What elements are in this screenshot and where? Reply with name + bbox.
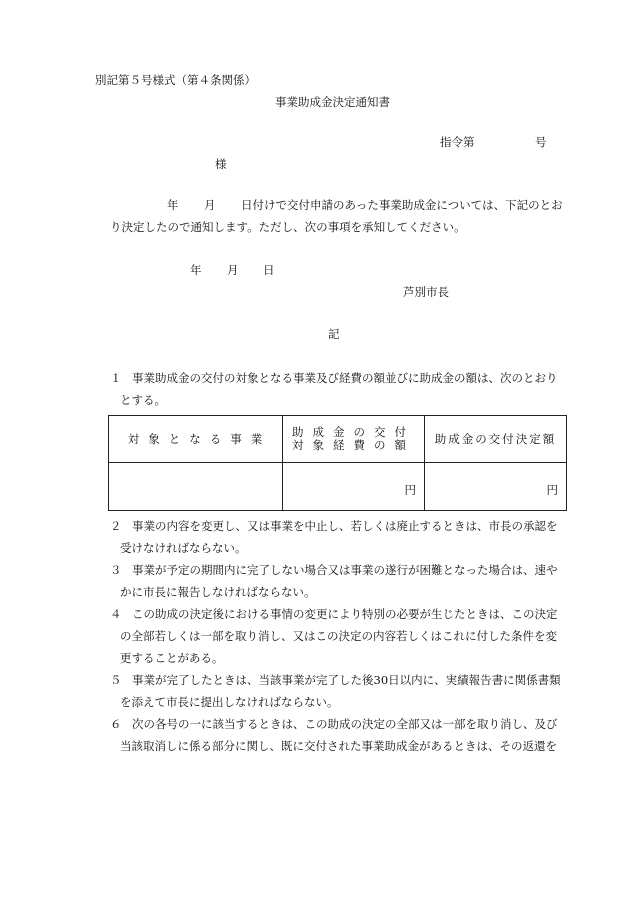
intro-line1: 日付けで交付申請のあった事業助成金については、下記のとお [241,198,563,212]
item-number: ３ [110,563,122,577]
intro-year: 年 [167,198,179,212]
intro-month: 月 [204,198,216,212]
date-year: 年 [190,263,202,277]
item-number: ６ [110,717,122,731]
list-item [110,669,580,713]
list-item [110,603,580,669]
reference-prefix: 指令第 [440,135,475,149]
table-row [109,463,567,511]
table-header-row [109,416,567,463]
item-text: 事業が予定の期間内に完了しない場合又は事業の遂行が困難となった場合は、速や [132,563,558,577]
item-text: 事業が完了したときは、当該事業が完了した後30日以内に、実績報告書に関係書類 [132,673,561,687]
item-text: を添えて市長に提出しなければならない。 [120,695,339,709]
item-text: 次の各号の一に該当するときは、この助成の決定の全部又は一部を取り消し、及び [132,717,558,731]
item-text: かに市長に報告しなければならない。 [120,585,316,599]
date-month: 月 [227,263,239,277]
item-number: ５ [110,673,122,687]
yen-unit: 円 [404,482,416,497]
item-text: 事業助成金の交付の対象となる事業及び経費の額並びに助成金の額は、次のとおり [132,371,558,385]
item-number: ２ [110,519,122,533]
issuer-name: 芦別市長 [403,285,449,299]
date-day: 日 [263,263,275,277]
yen-unit: 円 [546,482,558,497]
item-number: １ [110,371,122,385]
grant-table [108,415,567,511]
list-item [110,559,580,603]
list-item [110,713,580,757]
document-title: 事業助成金決定通知書 [275,95,390,109]
header-grant-amount: 助成金の交付決定額 [425,416,567,463]
list-item [110,515,580,559]
item-text: の全部若しくは一部を取り消し、又はこの決定の内容若しくはこれに付した条件を変 [120,629,557,643]
cell-eligible-expense [283,463,425,511]
reference-suffix: 号 [535,135,547,149]
form-label: 別記第５号様式（第４条関係） [95,73,256,87]
item-text: 受けなければならない。 [120,541,247,555]
cell-grant-amount [425,463,567,511]
item-text: 更することがある。 [120,651,224,665]
header-target-project: 対象となる事業 [109,416,283,463]
header-eligible-expense-line1: 助成金の交付 [292,425,415,439]
item-text: 当該取消しに係る部分に関し、既に交付された事業助成金があるときは、その返還を [120,739,557,753]
list-item [110,367,580,411]
item-number: ４ [110,607,122,621]
item-text: 事業の内容を変更し、又は事業を中止し、若しくは廃止するときは、市長の承認を [132,519,558,533]
intro-line2: り決定したので通知します。ただし、次の事項を承知してください。 [110,220,466,234]
header-eligible-expense [283,416,425,463]
ki-heading: 記 [328,327,340,341]
item-text: この助成の決定後における事情の変更により特別の必要が生じたときは、この決定 [132,607,558,621]
item-text: とする。 [120,393,166,407]
cell-target-project [109,463,283,511]
addressee-honorific: 様 [215,157,227,171]
header-eligible-expense-line2: 対象経費の額 [292,438,415,452]
